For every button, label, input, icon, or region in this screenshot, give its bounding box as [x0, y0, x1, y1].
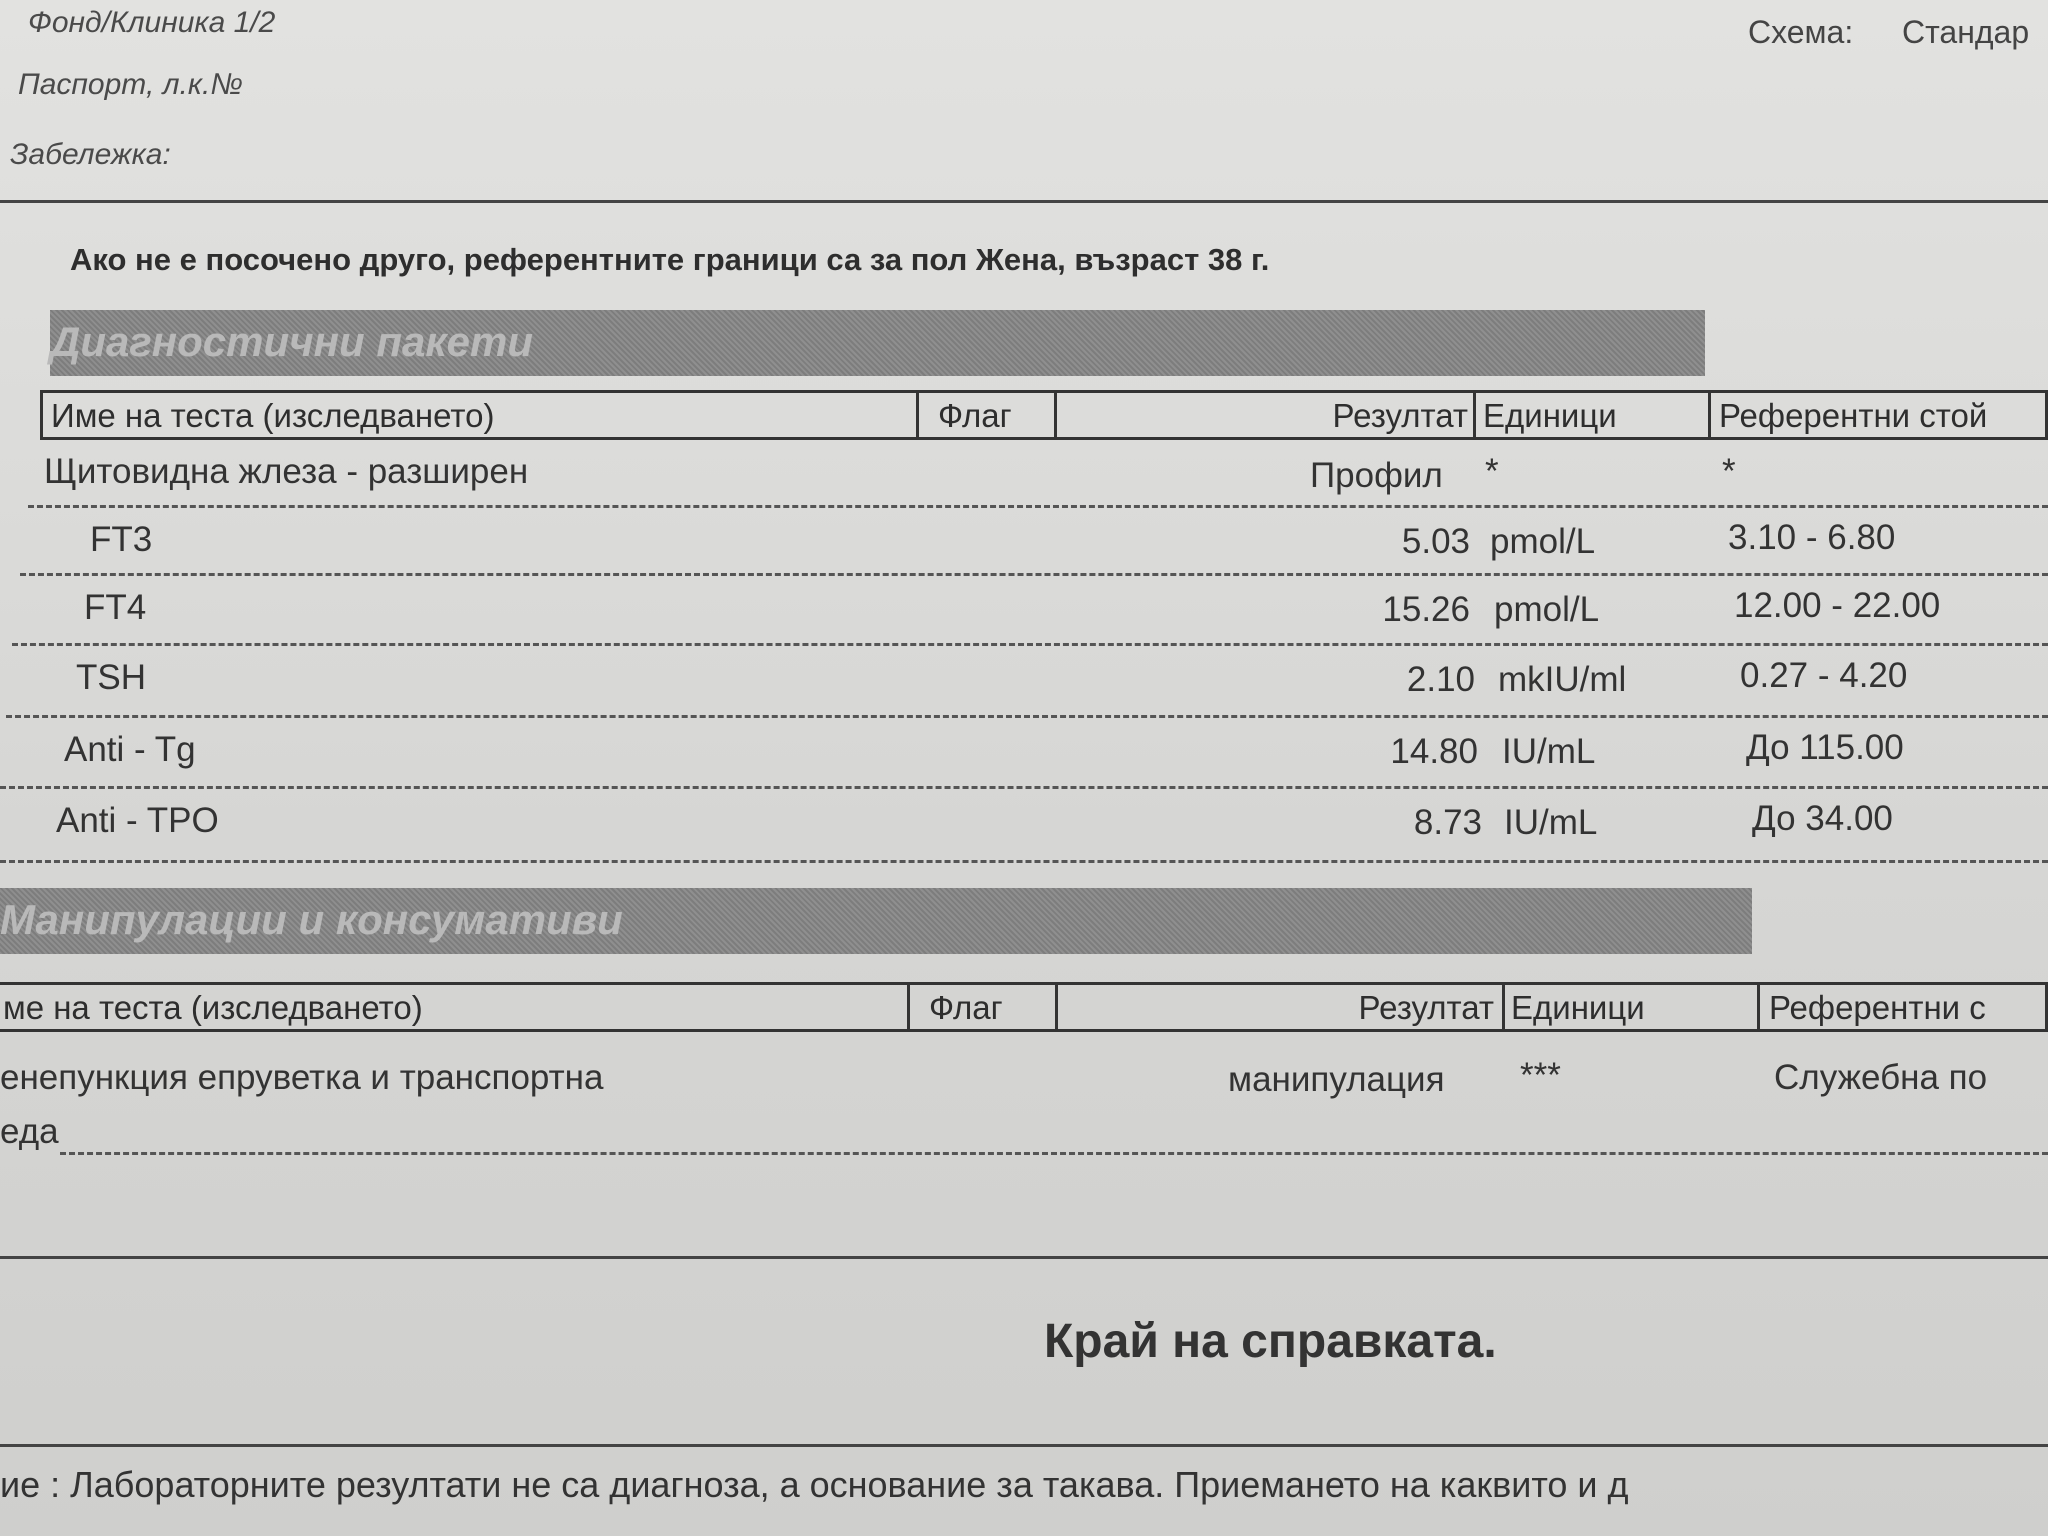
col-separator	[1757, 985, 1760, 1029]
test-reference: 3.10 - 6.80	[1728, 518, 1896, 557]
section-title: Диагностични пакети	[50, 318, 533, 365]
manipulation-name-line2: еда	[0, 1112, 59, 1151]
end-of-report: Край на справката.	[1044, 1315, 1497, 1368]
test-units: pmol/L	[1494, 590, 1600, 629]
manipulation-name-line1: енепункция епруветка и транспортна	[0, 1058, 604, 1097]
row-divider	[60, 1152, 2048, 1155]
scheme-value: Стандар	[1902, 14, 2030, 50]
test-units: IU/mL	[1502, 732, 1596, 771]
row-divider	[6, 715, 2048, 718]
section-title: Манипулации и консумативи	[0, 896, 623, 943]
manipulation-units: ***	[1520, 1056, 1561, 1095]
profile-reference: *	[1722, 452, 1736, 491]
test-result: 5.03	[1401, 522, 1470, 561]
test-units: pmol/L	[1490, 522, 1596, 561]
row-divider	[0, 860, 2048, 863]
test-reference: До 115.00	[1746, 728, 1904, 767]
test-reference: 0.27 - 4.20	[1740, 656, 1908, 695]
col-header-name: Име на теста (изследването)	[51, 397, 495, 434]
manipulation-reference: Служебна по	[1774, 1058, 1988, 1097]
col-header-result: Резултат	[1332, 397, 1468, 434]
row-divider	[20, 573, 2048, 576]
col-header-name: ме на теста (изследването)	[3, 989, 423, 1026]
col-separator	[916, 393, 919, 437]
row-divider	[12, 643, 2048, 646]
col-separator	[1502, 985, 1505, 1029]
fund-clinic-label: Фонд/Клиника 1/2	[28, 6, 276, 39]
remark-label: Забележка:	[10, 138, 171, 171]
manipulation-result: манипулация	[1228, 1060, 1445, 1099]
test-name: Anti - Tg	[64, 730, 196, 769]
col-header-result: Резултат	[1358, 989, 1494, 1026]
section-band-manipulations	[0, 888, 1752, 954]
disclaimer-text: ие : Лабораторните резултати не са диагноза, а основание за такава. Приемането на каквито и д	[0, 1464, 1629, 1505]
col-header-flag: Флаг	[929, 989, 1003, 1026]
section-band-diagnostic-packages	[50, 310, 1705, 376]
test-units: mkIU/ml	[1498, 660, 1627, 699]
col-separator	[1708, 393, 1711, 437]
test-name: Anti - TPO	[56, 801, 219, 840]
table-header	[40, 390, 2048, 440]
test-result: 15.26	[1382, 590, 1470, 629]
col-header-reference: Референтни стой	[1719, 397, 1988, 434]
passport-label: Паспорт, л.к.№	[18, 68, 243, 101]
test-name: FT4	[84, 588, 147, 627]
col-header-reference: Референтни с	[1769, 989, 1986, 1026]
row-divider	[0, 786, 2048, 789]
col-header-flag: Флаг	[938, 397, 1012, 434]
scheme-label: Схема:	[1748, 14, 1854, 50]
test-result: 8.73	[1413, 803, 1482, 842]
col-separator	[907, 985, 910, 1029]
row-divider	[28, 505, 2048, 508]
test-units: IU/mL	[1504, 803, 1598, 842]
test-reference: До 34.00	[1752, 799, 1893, 838]
test-result: 2.10	[1406, 660, 1475, 699]
test-result: 14.80	[1390, 732, 1478, 771]
col-separator	[1473, 393, 1476, 437]
profile-units: *	[1485, 452, 1499, 491]
section-divider	[0, 1256, 2048, 1259]
col-header-units: Единици	[1483, 397, 1617, 434]
profile-result: Профил	[1310, 456, 1443, 495]
test-reference: 12.00 - 22.00	[1734, 586, 1941, 625]
col-header-units: Единици	[1511, 989, 1645, 1026]
footer-divider	[0, 1444, 2048, 1447]
table-header	[0, 982, 2048, 1032]
test-name: FT3	[90, 520, 153, 559]
reference-note: Ако не е посочено друго, референтните граници са за пол Жена, възраст 38 г.	[70, 242, 1270, 277]
header-divider	[0, 200, 2048, 203]
profile-name: Щитовидна жлеза - разширен	[44, 452, 529, 491]
test-name: TSH	[76, 658, 146, 697]
